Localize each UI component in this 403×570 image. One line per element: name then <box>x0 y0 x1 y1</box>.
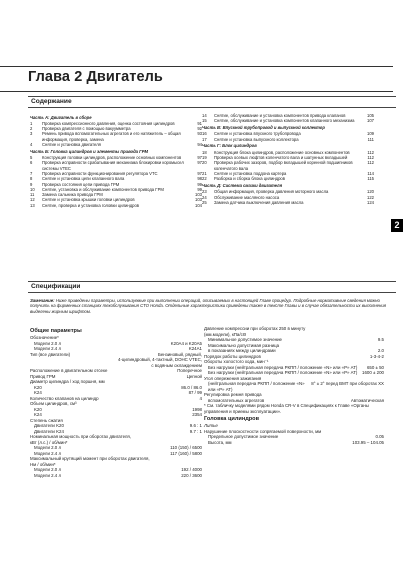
spec-key: Двигатели K24 <box>34 428 64 434</box>
spec-key: Степень сжатия <box>30 417 63 423</box>
toc-item-number: 11 <box>30 192 35 198</box>
toc-part-heading: Часть В: Впускной трубопровод и выпускной коллектор <box>202 125 325 131</box>
spec-key: K20 <box>34 406 42 412</box>
toc-item-number: 8 <box>30 176 33 182</box>
spec-value: 4-цилиндровый, 4-тактный, DOHC VTEC, <box>118 357 202 362</box>
spec-value: Бензиновый, рядный, <box>157 351 202 357</box>
cylinder-head-subheading: Литье <box>204 423 218 428</box>
spec-value: 1998 <box>192 406 202 412</box>
toc-part-heading: Часть Д: Система смазки двигателя <box>202 183 283 189</box>
toc-part-heading: Часть Г: Блок цилиндров <box>202 143 257 149</box>
spec-value: 103.95 – 104.05 <box>352 439 384 445</box>
toc-item-number: 12 <box>30 197 35 203</box>
toc-item-title: Проверка компрессионного давления, оценка состояния цилиндров <box>42 120 175 126</box>
toc-item-title: Снятие, проверка и установка головки цилиндров <box>42 202 140 208</box>
chapter-title-bar <box>0 66 393 92</box>
toc-item <box>30 142 202 147</box>
toc-item-number: 1 <box>30 120 33 126</box>
spec-key: Привод ГРМ <box>30 373 56 379</box>
spec-value: 9.6 : 1 <box>189 423 202 428</box>
spec-key: Без нагрузки (нейтральная передача РКПП / положение «N» или «P» АТ) <box>208 364 358 370</box>
spec-key: (нейтральная передача РКПП / положение «N» или «P» АТ) <box>208 381 305 392</box>
toc-item-number: 24 <box>202 194 207 200</box>
toc-item-title: Конструкция головки цилиндров, расположение основных компонентов <box>42 155 182 161</box>
toc-item-number: 16 <box>202 131 207 137</box>
spec-key: Минимальное допустимое значение <box>208 337 282 342</box>
note-text: Ниже приведены параметры, используемые при выполнении операций, описываемых в настоящей Главе процедур. Подробные нормативные сведения можно получить на фирменных станциях техобслуживания СТО Honda. Отдельные характеристики приведены также в тексте Главы и в случае обязательности их выполнения выделены жирным шрифтом. <box>30 298 387 314</box>
spec-key: Номинальная мощность при оборотах двигателя, <box>30 434 132 439</box>
spec-key: Модели 2.0 л <box>34 445 62 450</box>
spec-key: K24 <box>34 390 42 395</box>
spec-row <box>204 440 384 446</box>
toc-item-number: 23 <box>202 189 207 195</box>
spec-value: 110 (150) / 6500 <box>170 445 202 450</box>
spec-key: Модели 2.0 л <box>34 340 62 346</box>
toc-item <box>202 176 374 181</box>
toc-item-page: 120 <box>367 189 374 195</box>
toc-item-title: Разборка и сборка блока цилиндров <box>214 176 285 182</box>
toc-left-column <box>30 113 202 208</box>
spec-key: Тип (все двигатели) <box>30 351 71 357</box>
toc-item-page: 97 <box>197 170 202 176</box>
spec-key: Регулировка ремня привода <box>204 392 262 397</box>
toc-item <box>202 200 374 205</box>
spec-row <box>30 473 202 479</box>
spec-value: 87 / 99 <box>188 390 202 395</box>
spec-key: кВт (л.с.) / об/мин* <box>30 439 68 445</box>
toc-item <box>202 118 374 123</box>
toc-item-page: 124 <box>367 199 374 205</box>
spec-key: Давление компрессии при оборотах 250 в минуту <box>204 326 306 331</box>
spec-value: Автоматическая <box>350 397 384 403</box>
toc-item <box>202 160 374 171</box>
spec-key: Обозначение* <box>30 335 59 340</box>
spec-value: 4 <box>199 395 202 401</box>
spec-key: Высота, мм <box>208 439 232 445</box>
specs-right-column <box>204 326 384 445</box>
toc-item-title: Замена сальника привода ГРМ <box>42 192 103 198</box>
spec-key: Угол опережения зажигания <box>204 375 262 381</box>
toc-item-title: Проверка исправности срабатывания механизма блокировки коромысел системы VTEC <box>42 160 184 171</box>
spec-key: Максимальный крутящий момент при оборотах двигателя, <box>30 456 150 461</box>
spec-key: Порядок работы цилиндров <box>204 353 261 359</box>
toc-item-page: 111 <box>367 136 374 142</box>
spec-value: 650 ± 50 <box>366 364 384 370</box>
toc-item-number: 17 <box>202 136 207 142</box>
toc-item-number: 13 <box>30 202 35 208</box>
spec-key: Модели 2.4 л <box>34 450 62 456</box>
toc-item-page: 92 <box>197 126 202 132</box>
spec-row <box>204 403 384 414</box>
spec-row <box>204 381 384 392</box>
spec-key: Нарушение плоскостности сопрягаемой поверхности, мм <box>204 428 322 434</box>
toc-item-page: 99 <box>197 186 202 192</box>
spec-key: Предельное допустимое значение <box>208 434 279 439</box>
toc-item-title: Снятие, обслуживание и установка компонентов клапанного механизма <box>214 118 355 124</box>
spec-value: 117 (160) / 5800 <box>170 450 202 456</box>
spec-value: с водяным охлаждением <box>151 362 202 368</box>
toc-item-title: Общая информация, проверка давления моторного масла <box>214 189 329 195</box>
toc-item-page: 122 <box>367 194 374 200</box>
toc-item-title: Проверка состояния цепи привода ГРМ <box>42 181 120 187</box>
specs-header-label: Спецификации <box>31 283 81 290</box>
toc-item-title: Замена датчика выключения давления масла <box>214 199 304 205</box>
toc-item-title: Снятие и установка впускного трубопровода <box>214 131 301 137</box>
cylinder-head-heading: Головка цилиндров <box>204 416 260 422</box>
spec-value: 2354 <box>192 412 202 417</box>
toc-part-heading: Часть Б: Головка цилиндров и элементы привода ГРМ <box>30 148 149 154</box>
specs-left-column <box>30 326 202 478</box>
spec-key: Количество клапанов на цилиндр <box>30 395 99 401</box>
spec-value: 0.05 <box>375 434 384 439</box>
spec-key: Без нагрузки (нейтральная передача РКПП / положение «N» или «P» АТ) <box>208 370 358 375</box>
toc-part-heading: Часть А: Двигатель в сборе <box>30 114 92 120</box>
spec-value: 220 / 3600 <box>181 472 202 478</box>
toc-item-number: 9 <box>30 181 33 187</box>
spec-value: 9.7 : 1 <box>189 428 202 434</box>
toc-item-number: 20 <box>202 160 207 166</box>
toc-item <box>30 203 202 208</box>
spec-key: Модели 2.0 л <box>34 467 62 472</box>
toc-item-title: Снятие и установка поддона картера <box>214 170 287 176</box>
toc-item-title: Ремень привода вспомогательных агрегатов и его натяжитель – общая информация, проверка, замена <box>42 131 181 142</box>
toc-item-page: 109 <box>367 131 374 137</box>
toc-item <box>30 160 202 171</box>
contents-header <box>28 96 396 108</box>
spec-value: 86.0 / 86.0 <box>181 384 202 390</box>
toc-item-title: Проверка исправности функционирования регулятора VTC <box>42 170 158 176</box>
spec-key: K24 <box>34 412 42 417</box>
spec-value: 1600 ± 200 <box>362 370 384 375</box>
spec-key: K20 <box>34 384 42 390</box>
toc-item-number: 5 <box>30 155 33 161</box>
note-label: Замечание: <box>30 298 55 303</box>
spec-key: Модели 2.4 л <box>34 472 62 478</box>
toc-item-title: Проверка двигателя с помощью вакуумметра <box>42 126 131 132</box>
toc-item-page: 107 <box>367 118 374 124</box>
spec-value: 1-3-4-2 <box>369 353 384 359</box>
spec-value: 2.0 <box>377 348 384 353</box>
toc-item-page: 97 <box>197 155 202 161</box>
toc-item-number: 6 <box>30 160 33 166</box>
toc-item-page: 104 <box>195 202 202 208</box>
toc-item-page: 91 <box>197 120 202 126</box>
chapter-title: Глава 2 Двигатель <box>28 69 163 85</box>
spec-key: Двигатели K20 <box>34 423 64 428</box>
toc-item-title: Снятие и установка цепи клапанного вала <box>42 176 125 182</box>
toc-item <box>30 131 202 142</box>
contents-header-label: Содержание <box>31 98 72 105</box>
toc-item-page: 103 <box>195 192 202 198</box>
toc-item-page: 94 <box>197 141 202 147</box>
toc-item-page: 112 <box>367 160 374 166</box>
toc-item-number: 7 <box>30 170 33 176</box>
spec-value: 9.5 <box>377 337 384 342</box>
spec-key: в показаниях между цилиндрами <box>208 348 276 353</box>
spec-key: Диаметр цилиндра / ход поршня, мм <box>30 379 105 384</box>
toc-item-page: 115 <box>367 176 374 182</box>
spec-value: K20A4 и K20A5 <box>170 340 202 346</box>
toc-item-number: 18 <box>202 149 207 155</box>
toc-item-page: 99 <box>197 181 202 187</box>
spec-key: Обороты холостого хода, мин⁻¹ <box>204 359 269 364</box>
toc-item-page: 97 <box>197 160 202 166</box>
toc-item-page: 114 <box>367 170 374 176</box>
spec-key: Модели 2.4 л <box>34 346 62 351</box>
toc-item-page: 112 <box>367 155 374 161</box>
spec-key: * См. табличку моделями рядом Honda CR-V в Спецификациях к Главе «Органы управления и приемы эксплуатации». <box>204 403 369 414</box>
toc-item-page: 93 <box>197 131 202 137</box>
toc-item-number: 10 <box>30 186 35 192</box>
spec-key: Нм / об/мин* <box>30 461 56 467</box>
toc-item-number: 19 <box>202 155 207 161</box>
toc-item-title: Конструкция блока цилиндров, расположение основных компонентов <box>214 149 350 155</box>
toc-item-number: 3 <box>30 131 33 137</box>
toc-item-number: 21 <box>202 170 207 176</box>
toc-item-number: 25 <box>202 199 207 205</box>
specs-note <box>30 298 390 314</box>
spec-value: Цепной <box>186 373 202 379</box>
toc-item-title: Обслуживание масляного насоса <box>214 194 280 200</box>
spec-value: 8° ± 2° перед ВМТ при оборотах XX <box>311 381 384 386</box>
spec-key: вспомогательных агрегатов <box>208 397 265 403</box>
toc-right-column <box>202 113 374 205</box>
chapter-tab: 2 <box>391 219 403 232</box>
toc-item <box>202 137 374 142</box>
toc-item-title: Снятие, обслуживание и установка компонентов привода клапанов <box>214 113 346 118</box>
spec-key: Расположение в двигательном отсеке <box>30 368 108 373</box>
toc-item-number: 14 <box>202 113 207 118</box>
toc-item-page: 98 <box>197 176 202 182</box>
toc-item-title: Проверка осевых люфтов коленчатого вала и шатунных вкладышей <box>214 155 348 161</box>
spec-key: Максимально допустимая разница <box>208 342 280 348</box>
spec-value: 192 / 4000 <box>181 467 202 472</box>
toc-item-page: 103 <box>195 197 202 203</box>
toc-item-number: 4 <box>30 141 33 147</box>
toc-item-title: Проверка рабочих зазоров, подбор вкладышей коренной подшипников коленчатого вала <box>214 160 353 171</box>
general-params-heading: Общие параметры <box>30 328 82 334</box>
toc-item-number: 2 <box>30 126 33 132</box>
spec-value: K24A1 <box>188 346 202 351</box>
spec-key: (мм.модели), кПа/сΘ <box>204 331 247 337</box>
toc-item-page: 105 <box>367 113 374 118</box>
toc-item-number: 22 <box>202 176 207 182</box>
toc-item-title: Снятие, установка и обслуживание компонентов привода ГРМ <box>42 186 164 192</box>
toc-item-number: 15 <box>202 118 207 124</box>
toc-item-page: 112 <box>367 149 374 155</box>
toc-item-title: Снятие и установка двигателя <box>42 141 101 147</box>
toc-item-title: Снятие и установка крышки головки цилиндров <box>42 197 135 203</box>
toc-item-title: Снятие и установка выпускного коллектора <box>214 136 299 142</box>
spec-value: Поперечное <box>177 368 202 373</box>
specs-header <box>28 281 396 293</box>
spec-key: Объем цилиндров, см³ <box>30 401 77 406</box>
